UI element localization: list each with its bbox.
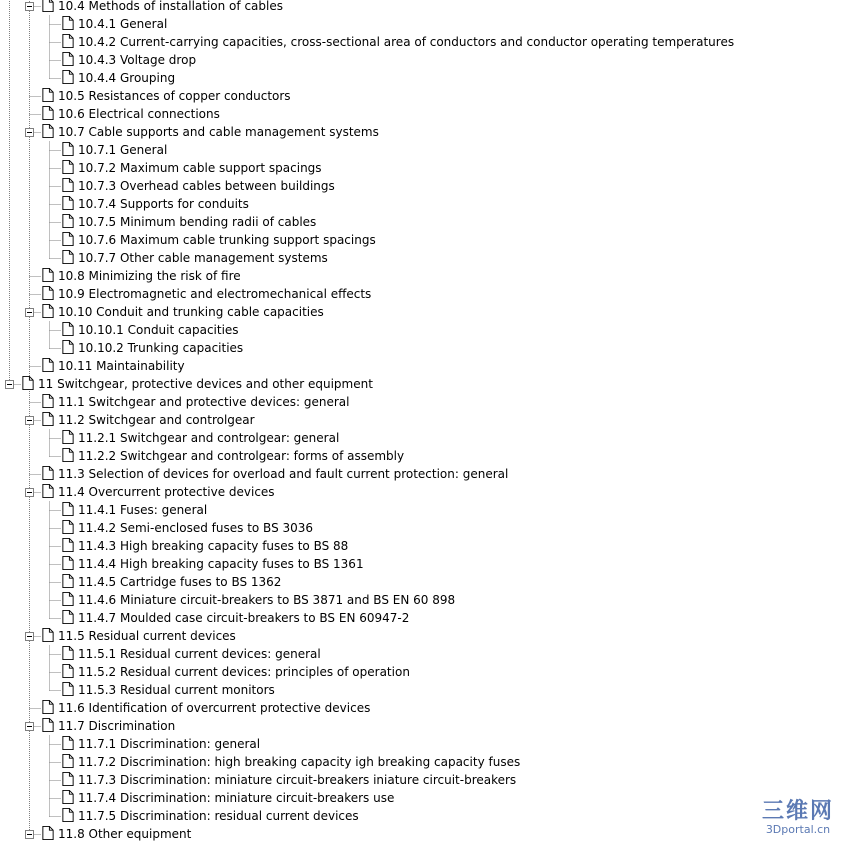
document-icon — [62, 232, 74, 246]
tree-item-label[interactable]: 10.5 Resistances of copper conductors — [58, 89, 291, 103]
document-icon — [42, 88, 54, 102]
tree-item-label[interactable]: 10.7.6 Maximum cable trunking support spacings — [78, 233, 376, 247]
document-icon — [42, 628, 54, 642]
tree-item-label[interactable]: 10.4.3 Voltage drop — [78, 53, 197, 67]
watermark-main-text: 三维网 — [761, 799, 834, 824]
document-icon — [62, 160, 74, 174]
tree-item-label[interactable]: 11.5.3 Residual current monitors — [78, 683, 275, 697]
document-icon — [62, 196, 74, 210]
document-icon — [62, 790, 74, 804]
tree-item-label[interactable]: 11.5.2 Residual current devices: principles of operation — [78, 665, 410, 679]
tree-item-label[interactable]: 10.7.4 Supports for conduits — [78, 197, 249, 211]
tree-item-label[interactable]: 11.4 Overcurrent protective devices — [58, 485, 275, 499]
document-icon — [62, 754, 74, 768]
document-icon — [62, 214, 74, 228]
document-icon — [62, 340, 74, 354]
document-icon — [62, 538, 74, 552]
document-icon — [42, 484, 54, 498]
tree-item-label[interactable]: 10.6 Electrical connections — [58, 107, 220, 121]
tree-item-label[interactable]: 10.10 Conduit and trunking cable capacities — [58, 305, 324, 319]
tree-item-label[interactable]: 11.2.2 Switchgear and controlgear: forms of assembly — [78, 449, 405, 463]
tree-item-label[interactable]: 10.4.4 Grouping — [78, 71, 176, 85]
tree-item-label[interactable]: 11.4.2 Semi-enclosed fuses to BS 3036 — [78, 521, 314, 535]
document-icon — [62, 430, 74, 444]
tree-item-label[interactable]: 11.5 Residual current devices — [58, 629, 236, 643]
tree-item-label[interactable]: 10.7.2 Maximum cable support spacings — [78, 161, 322, 175]
collapse-toggle-icon[interactable] — [25, 830, 34, 839]
tree-item-label[interactable]: 11 Switchgear, protective devices and other equipment — [38, 377, 373, 391]
document-icon — [62, 16, 74, 30]
document-icon — [62, 646, 74, 660]
tree-item-label[interactable]: 11.7.4 Discrimination: miniature circuit-breakers use — [78, 791, 395, 805]
collapse-toggle-icon[interactable] — [25, 722, 34, 731]
document-icon — [62, 448, 74, 462]
document-icon — [62, 610, 74, 624]
collapse-toggle-icon[interactable] — [25, 416, 34, 425]
document-icon — [42, 268, 54, 282]
tree-item-label[interactable]: 10.4.2 Current-carrying capacities, cross-sectional area of conductors and conductor operating temperatures — [78, 35, 735, 49]
tree-item-label[interactable]: 10.10.1 Conduit capacities — [78, 323, 239, 337]
document-icon — [22, 376, 34, 390]
document-icon — [62, 502, 74, 516]
tree-item-label[interactable]: 11.1 Switchgear and protective devices: general — [58, 395, 350, 409]
collapse-toggle-icon[interactable] — [25, 488, 34, 497]
document-icon — [62, 178, 74, 192]
collapse-toggle-icon[interactable] — [5, 380, 14, 389]
tree-item-label[interactable]: 11.5.1 Residual current devices: general — [78, 647, 321, 661]
tree-item-label[interactable]: 11.2 Switchgear and controlgear — [58, 413, 255, 427]
tree-item-label[interactable]: 11.8 Other equipment — [58, 827, 192, 841]
document-icon — [42, 358, 54, 372]
document-icon — [42, 718, 54, 732]
document-icon — [42, 700, 54, 714]
document-icon — [62, 70, 74, 84]
tree-item-label[interactable]: 10.11 Maintainability — [58, 359, 185, 373]
collapse-toggle-icon[interactable] — [25, 308, 34, 317]
tree-item-label[interactable]: 10.9 Electromagnetic and electromechanical effects — [58, 287, 372, 301]
document-icon — [42, 286, 54, 300]
tree-item-label[interactable]: 11.7.3 Discrimination: miniature circuit-breakers iniature circuit-breakers — [78, 773, 517, 787]
tree-item-label[interactable]: 11.6 Identification of overcurrent protective devices — [58, 701, 371, 715]
tree-item-label[interactable]: 10.7.7 Other cable management systems — [78, 251, 328, 265]
tree-item-label[interactable]: 11.4.7 Moulded case circuit-breakers to BS EN 60947-2 — [78, 611, 410, 625]
document-icon — [62, 52, 74, 66]
document-icon — [62, 682, 74, 696]
document-icon — [62, 520, 74, 534]
watermark-logo — [762, 800, 834, 836]
tree-item-label[interactable]: 11.3 Selection of devices for overload and fault current protection: general — [58, 467, 509, 481]
collapse-toggle-icon[interactable] — [25, 632, 34, 641]
document-icon — [62, 772, 74, 786]
tree-item-label[interactable]: 10.4 Methods of installation of cables — [58, 0, 283, 13]
collapse-toggle-icon[interactable] — [25, 128, 34, 137]
document-icon — [42, 394, 54, 408]
document-icon — [62, 322, 74, 336]
tree-item-label[interactable]: 11.4.3 High breaking capacity fuses to BS 88 — [78, 539, 349, 553]
tree-item-label[interactable]: 11.7.1 Discrimination: general — [78, 737, 261, 751]
document-icon — [62, 808, 74, 822]
collapse-toggle-icon[interactable] — [25, 2, 34, 11]
document-icon — [42, 124, 54, 138]
tree-item-label[interactable]: 11.4.5 Cartridge fuses to BS 1362 — [78, 575, 282, 589]
tree-item-label[interactable]: 10.4.1 General — [78, 17, 168, 31]
tree-item-label[interactable]: 11.4.1 Fuses: general — [78, 503, 208, 517]
tree-item-label[interactable]: 11.4.4 High breaking capacity fuses to BS 1361 — [78, 557, 364, 571]
tree-item-label[interactable]: 10.7.1 General — [78, 143, 168, 157]
tree-item-label[interactable]: 11.4.6 Miniature circuit-breakers to BS 3871 and BS EN 60 898 — [78, 593, 456, 607]
tree-item-label[interactable]: 10.8 Minimizing the risk of fire — [58, 269, 241, 283]
document-icon — [42, 826, 54, 840]
document-icon — [62, 556, 74, 570]
document-icon — [62, 250, 74, 264]
document-icon — [62, 664, 74, 678]
tree-item-label[interactable]: 10.10.2 Trunking capacities — [78, 341, 244, 355]
document-icon — [42, 0, 54, 12]
document-icon — [42, 106, 54, 120]
document-icon — [62, 574, 74, 588]
tree-item-label[interactable]: 11.7.5 Discrimination: residual current devices — [78, 809, 359, 823]
document-icon — [42, 412, 54, 426]
document-icon — [42, 304, 54, 318]
document-icon — [62, 592, 74, 606]
document-icon — [42, 466, 54, 480]
tree-item-label[interactable]: 10.7.5 Minimum bending radii of cables — [78, 215, 317, 229]
tree-item-label[interactable]: 11.7 Discrimination — [58, 719, 176, 733]
tree-item-label[interactable]: 11.7.2 Discrimination: high breaking capacity igh breaking capacity fuses — [78, 755, 521, 769]
watermark-sub-text: 3Dportal.cn — [765, 823, 831, 836]
document-icon — [62, 736, 74, 750]
document-icon — [62, 34, 74, 48]
tree-item-label[interactable]: 10.7.3 Overhead cables between buildings — [78, 179, 335, 193]
tree-item-label[interactable]: 11.2.1 Switchgear and controlgear: general — [78, 431, 340, 445]
document-icon — [62, 142, 74, 156]
tree-item-label[interactable]: 10.7 Cable supports and cable management systems — [58, 125, 379, 139]
